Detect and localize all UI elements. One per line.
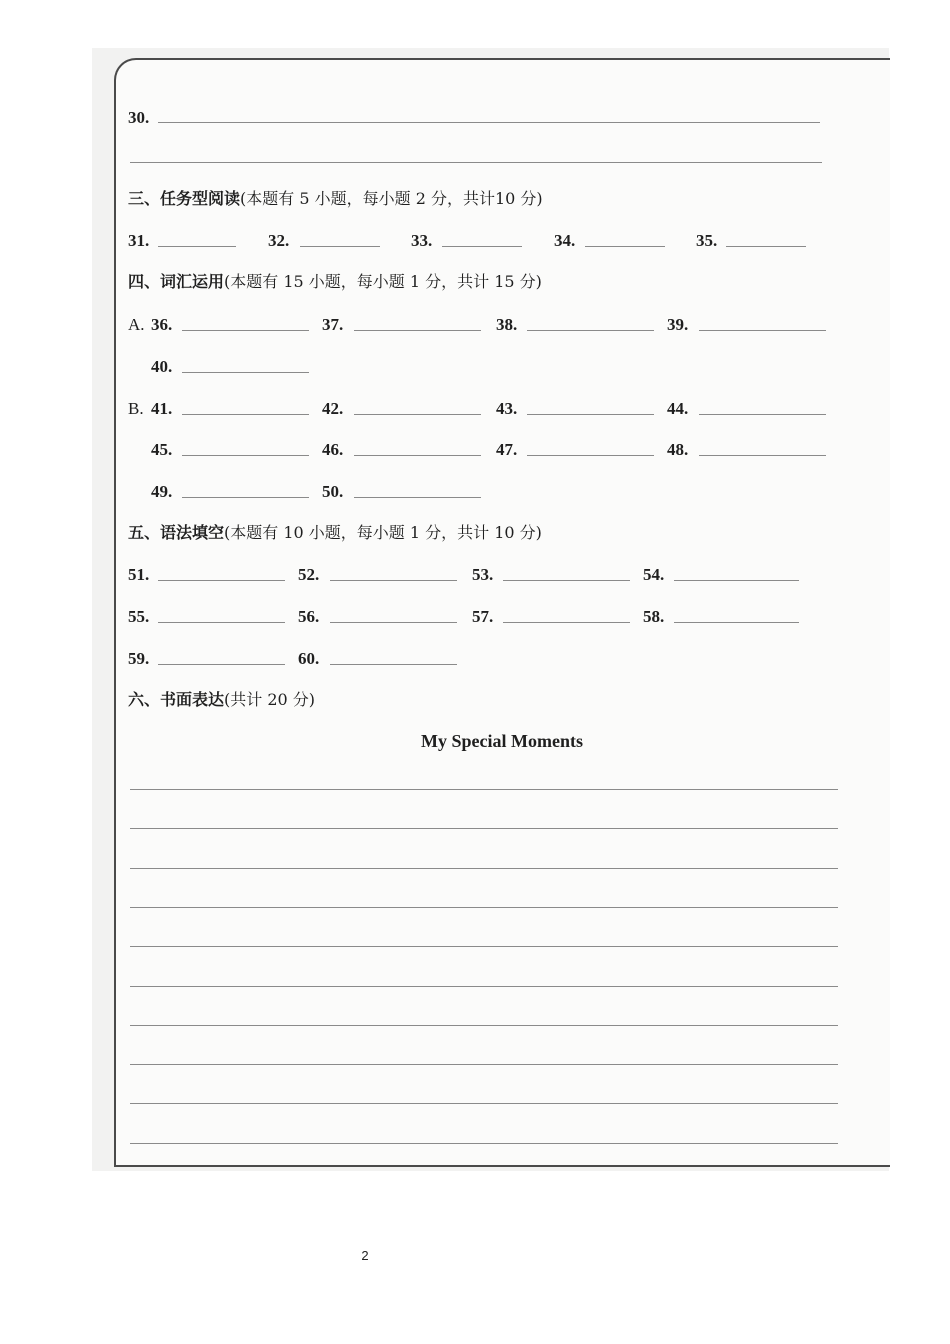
q55-answer-line[interactable] [158,622,285,623]
q35-answer-line[interactable] [726,246,806,247]
q56-number: 56. [298,607,320,626]
q36-number: 36. [151,315,173,334]
q44-number: 44. [667,399,689,418]
q40-answer-line[interactable] [182,372,309,373]
q49-answer-line[interactable] [182,497,309,498]
q56-answer-line[interactable] [330,622,457,623]
section-4-heading [128,272,542,292]
q31-number: 31. [128,231,150,250]
q59-number: 59. [128,649,150,668]
q48-number: 48. [667,440,689,459]
q52-answer-line[interactable] [330,580,457,581]
q38-number: 38. [496,315,518,334]
q33-answer-line[interactable] [442,246,522,247]
q36-answer-line[interactable] [182,330,309,331]
essay-line[interactable] [130,907,838,908]
section-3-score: (本题有 5 小题，每小题 2 分，共计10 分) [240,189,543,208]
q53-answer-line[interactable] [503,580,630,581]
section-6-heading [128,690,315,710]
part-a-label: A. [128,315,145,334]
q30-answer-line-1[interactable] [158,122,820,123]
q46-number: 46. [322,440,344,459]
q59-answer-line[interactable] [158,664,285,665]
q58-answer-line[interactable] [674,622,799,623]
essay-line[interactable] [130,946,838,947]
q37-number: 37. [322,315,344,334]
part-b-label: B. [128,399,144,418]
essay-line[interactable] [130,828,838,829]
q33-number: 33. [411,231,433,250]
q38-answer-line[interactable] [527,330,654,331]
page-number: 2 [361,1248,369,1263]
q60-number: 60. [298,649,320,668]
q53-number: 53. [472,565,494,584]
section-3-heading [128,189,543,209]
q45-number: 45. [151,440,173,459]
q57-number: 57. [472,607,494,626]
section-4-title: 四、词汇运用 [128,272,225,291]
q37-answer-line[interactable] [354,330,481,331]
essay-title: My Special Moments [421,731,583,751]
q39-answer-line[interactable] [699,330,826,331]
q30-number: 30. [128,108,150,127]
essay-line[interactable] [130,789,838,790]
q54-number: 54. [643,565,665,584]
q30-answer-line-2[interactable] [130,162,822,163]
q60-answer-line[interactable] [330,664,457,665]
q54-answer-line[interactable] [674,580,799,581]
section-6-score: (共计 20 分) [224,690,316,709]
q43-answer-line[interactable] [527,414,654,415]
q41-number: 41. [151,399,173,418]
q52-number: 52. [298,565,320,584]
section-5-score: (本题有 10 小题，每小题 1 分，共计 10 分) [224,523,542,542]
q34-answer-line[interactable] [585,246,665,247]
q32-number: 32. [268,231,290,250]
essay-line[interactable] [130,1143,838,1144]
essay-line[interactable] [130,1025,838,1026]
q49-number: 49. [151,482,173,501]
q39-number: 39. [667,315,689,334]
essay-line[interactable] [130,1103,838,1104]
q32-answer-line[interactable] [300,246,380,247]
q43-number: 43. [496,399,518,418]
q31-answer-line[interactable] [158,246,236,247]
section-5-title: 五、语法填空 [128,523,225,542]
q51-answer-line[interactable] [158,580,285,581]
section-3-title: 三、任务型阅读 [128,189,241,208]
essay-line[interactable] [130,868,838,869]
q50-number: 50. [322,482,344,501]
q41-answer-line[interactable] [182,414,309,415]
section-4-score: (本题有 15 小题，每小题 1 分，共计 15 分) [224,272,542,291]
q50-answer-line[interactable] [354,497,481,498]
q40-number: 40. [151,357,173,376]
q55-number: 55. [128,607,150,626]
q45-answer-line[interactable] [182,455,309,456]
q46-answer-line[interactable] [354,455,481,456]
answer-frame [114,58,890,1167]
q35-number: 35. [696,231,718,250]
section-5-heading [128,523,542,543]
q34-number: 34. [554,231,576,250]
q58-number: 58. [643,607,665,626]
essay-line[interactable] [130,986,838,987]
section-6-title: 六、书面表达 [128,690,225,709]
q51-number: 51. [128,565,150,584]
q42-answer-line[interactable] [354,414,481,415]
essay-line[interactable] [130,1064,838,1065]
q47-answer-line[interactable] [527,455,654,456]
q57-answer-line[interactable] [503,622,630,623]
q42-number: 42. [322,399,344,418]
q47-number: 47. [496,440,518,459]
q44-answer-line[interactable] [699,414,826,415]
q48-answer-line[interactable] [699,455,826,456]
